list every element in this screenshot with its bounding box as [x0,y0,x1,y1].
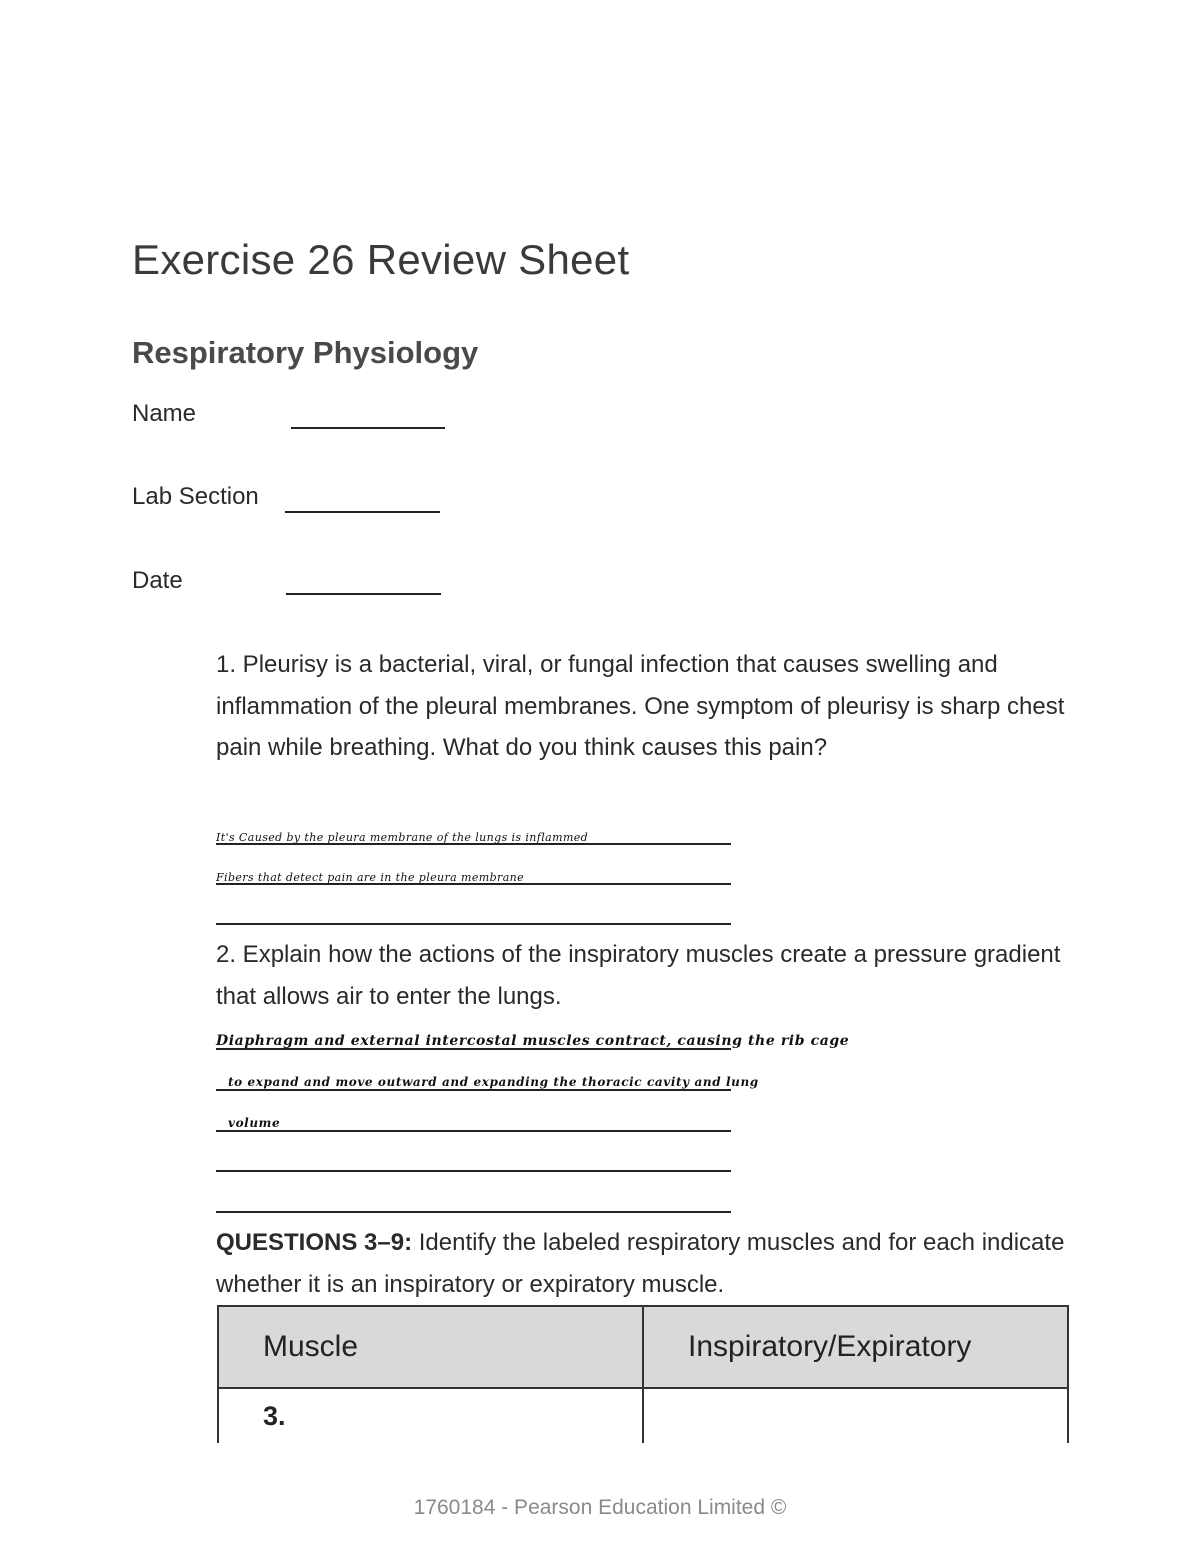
table-header-row [218,1306,1068,1388]
date-label: Date [132,567,183,594]
question-1-answer-line-3[interactable] [216,923,731,925]
question-1-answer-1: It's Caused by the pleura membrane of the lungs is inflammed [216,831,589,844]
questions-3-9-instructions [216,1222,1076,1305]
question-2-answer-line-5[interactable] [216,1211,731,1213]
question-2-text: 2. Explain how the actions of the inspiratory muscles create a pressure gradient that allows air to enter the lungs. [216,941,1061,1010]
column-header-muscle: Muscle [218,1306,643,1388]
date-input-line[interactable] [286,593,441,595]
lab-section-input-line[interactable] [285,511,440,513]
section-subtitle: Respiratory Physiology [132,335,479,370]
questions-3-9-label: QUESTIONS 3–9: [216,1229,413,1256]
lab-section-label: Lab Section [132,483,259,510]
name-label: Name [132,400,197,427]
table-cell-type-3[interactable] [643,1388,1068,1443]
question-2-answer-line-1[interactable] [216,1048,731,1050]
question-2-answer-3: volume [228,1116,281,1130]
questions-3-9-text: Identify the labeled respiratory muscles and for each indicate whether it is an inspiratory or expiratory muscle. [216,1229,1065,1298]
question-2-answer-2: to expand and move outward and expanding the thoracic cavity and lung [228,1075,759,1089]
muscle-table [217,1305,1069,1443]
question-2-answer-line-3[interactable] [216,1130,731,1132]
table-row [218,1388,1068,1443]
question-1-text: 1. Pleurisy is a bacterial, viral, or fungal infection that causes swelling and inflammation of the pleural membranes. One symptom of pleurisy is sharp chest pain while breathing. What do you think causes this pain? [216,651,1065,761]
question-1-answer-line-1[interactable] [216,843,731,845]
question-2-answer-line-2[interactable] [216,1089,731,1091]
page-title: Exercise 26 Review Sheet [132,236,630,283]
question-2-answer-line-4[interactable] [216,1170,731,1172]
question-1-answer-line-2[interactable] [216,883,731,885]
page-footer: 1760184 - Pearson Education Limited © [413,1496,787,1519]
question-1-answer-2: Fibers that detect pain are in the pleura membrane [216,871,525,884]
table-cell-muscle-3[interactable]: 3. [218,1388,643,1443]
name-input-line[interactable] [291,427,445,429]
question-2-answer-1: Diaphragm and external intercostal muscles contract, causing the rib cage [216,1033,850,1049]
column-header-inspiratory-expiratory: Inspiratory/Expiratory [643,1306,1068,1388]
